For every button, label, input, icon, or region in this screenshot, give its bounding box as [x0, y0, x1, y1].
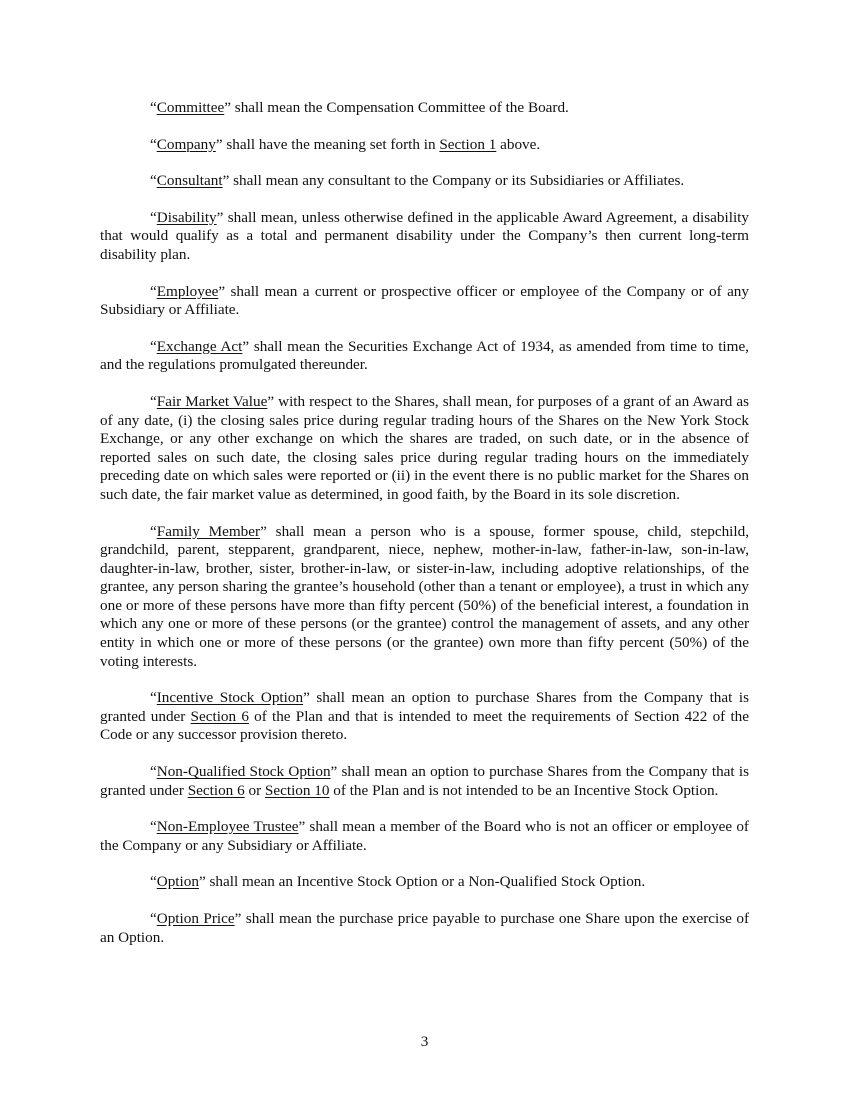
definition-text: shall have the meaning set forth in — [222, 135, 440, 153]
definition-company: “Company” shall have the meaning set forth in Section 1 above. — [150, 135, 541, 153]
definition-text: shall mean the purchase price payable to purchase one Share upon the exercise of an Option. — [100, 910, 749, 946]
section-reference-link[interactable]: Section 1 — [439, 135, 497, 153]
definition-employee: “Employee” shall mean a current or prospective officer or employee of the Company or of any Subsidiary or Affiliate. — [100, 282, 749, 319]
defined-term: Employee — [156, 282, 219, 300]
definition-text: shall mean an option to purchase Shares from the Company that is granted under — [100, 763, 749, 799]
definition-exchange-act: “Exchange Act” shall mean the Securities Exchange Act of 1934, as amended from time to time, and the regulations promulgated thereunder. — [100, 337, 749, 374]
definition-option: “Option” shall mean an Incentive Stock Option or a Non-Qualified Stock Option. — [150, 873, 646, 891]
definition-text: with respect to the Shares, shall mean, for purposes of a grant of an Award as of any date, (i) the closing sales price during regular trading hours of the Shares on the New York Stock Exchange, or any other exchange on which the shares are traded, on such date, or in the absence of reported sales on such date, the closing sales price during regular trading hours on the immediately preceding date on which sales were reported or (ii) in the event there is no public market for the Shares on such date, the fair market value as determined, in good faith, by the Board in its sole discretion. — [100, 392, 749, 503]
definition-text: shall mean the Compensation Committee of the Board. — [231, 99, 569, 116]
defined-term: Consultant — [156, 172, 223, 190]
defined-term: Committee — [156, 99, 225, 116]
definition-fair-market-value: “Fair Market Value” with respect to the Shares, shall mean, for purposes of a grant of an Award as of any date, (i) the closing sales price during regular trading hours of the Shares on the New York Stock Exchange, or any other exchange on which the shares are traded, on such date, or in the absence of reported sales on such date, the closing sales price during regular trading hours on the immediately preceding date on which sales were reported or (ii) in the event there is no public market for the Shares on such date, the fair market value as determined, in good faith, by the Board in its sole discretion. — [100, 392, 749, 503]
defined-term: Family Member — [156, 522, 261, 540]
definition-text: shall mean an option to purchase Shares from the Company that is granted under — [100, 689, 749, 725]
definition-committee: “Committee” shall mean the Compensation Committee of the Board. — [150, 99, 569, 116]
definition-text: shall mean any consultant to the Company or its Subsidiaries or Affiliates. — [229, 172, 685, 190]
definitions-section — [100, 99, 749, 965]
definition-text: shall mean a current or prospective officer or employee of the Company or of any Subsidiary or Affiliate. — [100, 282, 749, 319]
definition-option-price: “Option Price” shall mean the purchase price payable to purchase one Share upon the exercise of an Option. — [100, 910, 749, 946]
definition-text: shall mean a person who is a spouse, former spouse, child, stepchild, grandchild, parent, stepparent, grandparent, niece, nephew, mother-in-law, father-in-law, son-in-law, daughter-in-law, brother, sister, brother-in-law, or sister-in-law, including adoptive relationships, of the grantee, any person sharing the grantee’s household (other than a tenant or employee), a trust in which any one or more of these persons have more than fifty percent (50%) of the beneficial interest, a foundation in which any one or more of these persons (or the grantee) control the management of assets, and any other entity in which one or more of these persons (or the grantee) own more than fifty percent (50%) of the voting interests. — [100, 522, 750, 670]
defined-term: Company — [156, 135, 216, 153]
defined-term: Exchange Act — [156, 337, 243, 355]
defined-term: Disability — [156, 208, 217, 226]
section-reference-link[interactable]: Section 6 — [190, 707, 249, 725]
defined-term: Option — [156, 873, 199, 891]
page-number: 3 — [420, 1033, 429, 1050]
defined-term: Non-Qualified Stock Option — [156, 763, 331, 781]
defined-term: Fair Market Value — [156, 392, 268, 410]
defined-term: Non-Employee Trustee — [156, 818, 299, 836]
definition-consultant: “Consultant” shall mean any consultant to the Company or its Subsidiaries or Affiliates. — [150, 172, 685, 190]
definition-non-qualified-stock-option: “Non-Qualified Stock Option” shall mean an option to purchase Shares from the Company that is granted under Section 6 or Section 10 of the Plan and is not intended to be an Incentive Stock Option. — [100, 763, 749, 799]
definition-text: shall mean, unless otherwise defined in the applicable Award Agreement, a disability that would qualify as a total and permanent disability under the Company’s then current long-term disability plan. — [100, 208, 749, 263]
definition-text: shall mean an Incentive Stock Option or a Non-Qualified Stock Option. — [205, 873, 646, 891]
defined-term: Incentive Stock Option — [156, 689, 304, 707]
section-reference-link[interactable]: Section 10 — [264, 781, 330, 799]
definition-text: shall mean a member of the Board who is not an officer or employee of the Company or any Subsidiary or Affiliate. — [100, 818, 749, 854]
section-reference-link[interactable]: Section 6 — [187, 781, 245, 799]
definition-text: shall mean the Securities Exchange Act of 1934, as amended from time to time, and the regulations promulgated thereunder. — [100, 337, 749, 374]
definition-family-member: “Family Member” shall mean a person who is a spouse, former spouse, child, stepchild, grandchild, parent, stepparent, grandparent, niece, nephew, mother-in-law, father-in-law, son-in-law, daughter-in-law, brother, sister, brother-in-law, or sister-in-law, including adoptive relationships, of the grantee, any person sharing the grantee’s household (other than a tenant or employee), a trust in which any one or more of these persons have more than fifty percent (50%) of the beneficial interest, a foundation in which any one or more of these persons (or the grantee) control the management of assets, and any other entity in which one or more of these persons (or the grantee) own more than fifty percent (50%) of the voting interests. — [100, 522, 750, 670]
definition-non-employee-trustee: “Non-Employee Trustee” shall mean a member of the Board who is not an officer or employee of the Company or any Subsidiary or Affiliate. — [100, 818, 749, 854]
definition-incentive-stock-option: “Incentive Stock Option” shall mean an option to purchase Shares from the Company that is granted under Section 6 of the Plan and that is intended to meet the requirements of Section 422 of the Code or any successor provision thereto. — [100, 689, 749, 744]
definition-disability: “Disability” shall mean, unless otherwise defined in the applicable Award Agreement, a disability that would qualify as a total and permanent disability under the Company’s then current long-term disability plan. — [100, 208, 749, 263]
defined-term: Option Price — [156, 910, 235, 927]
